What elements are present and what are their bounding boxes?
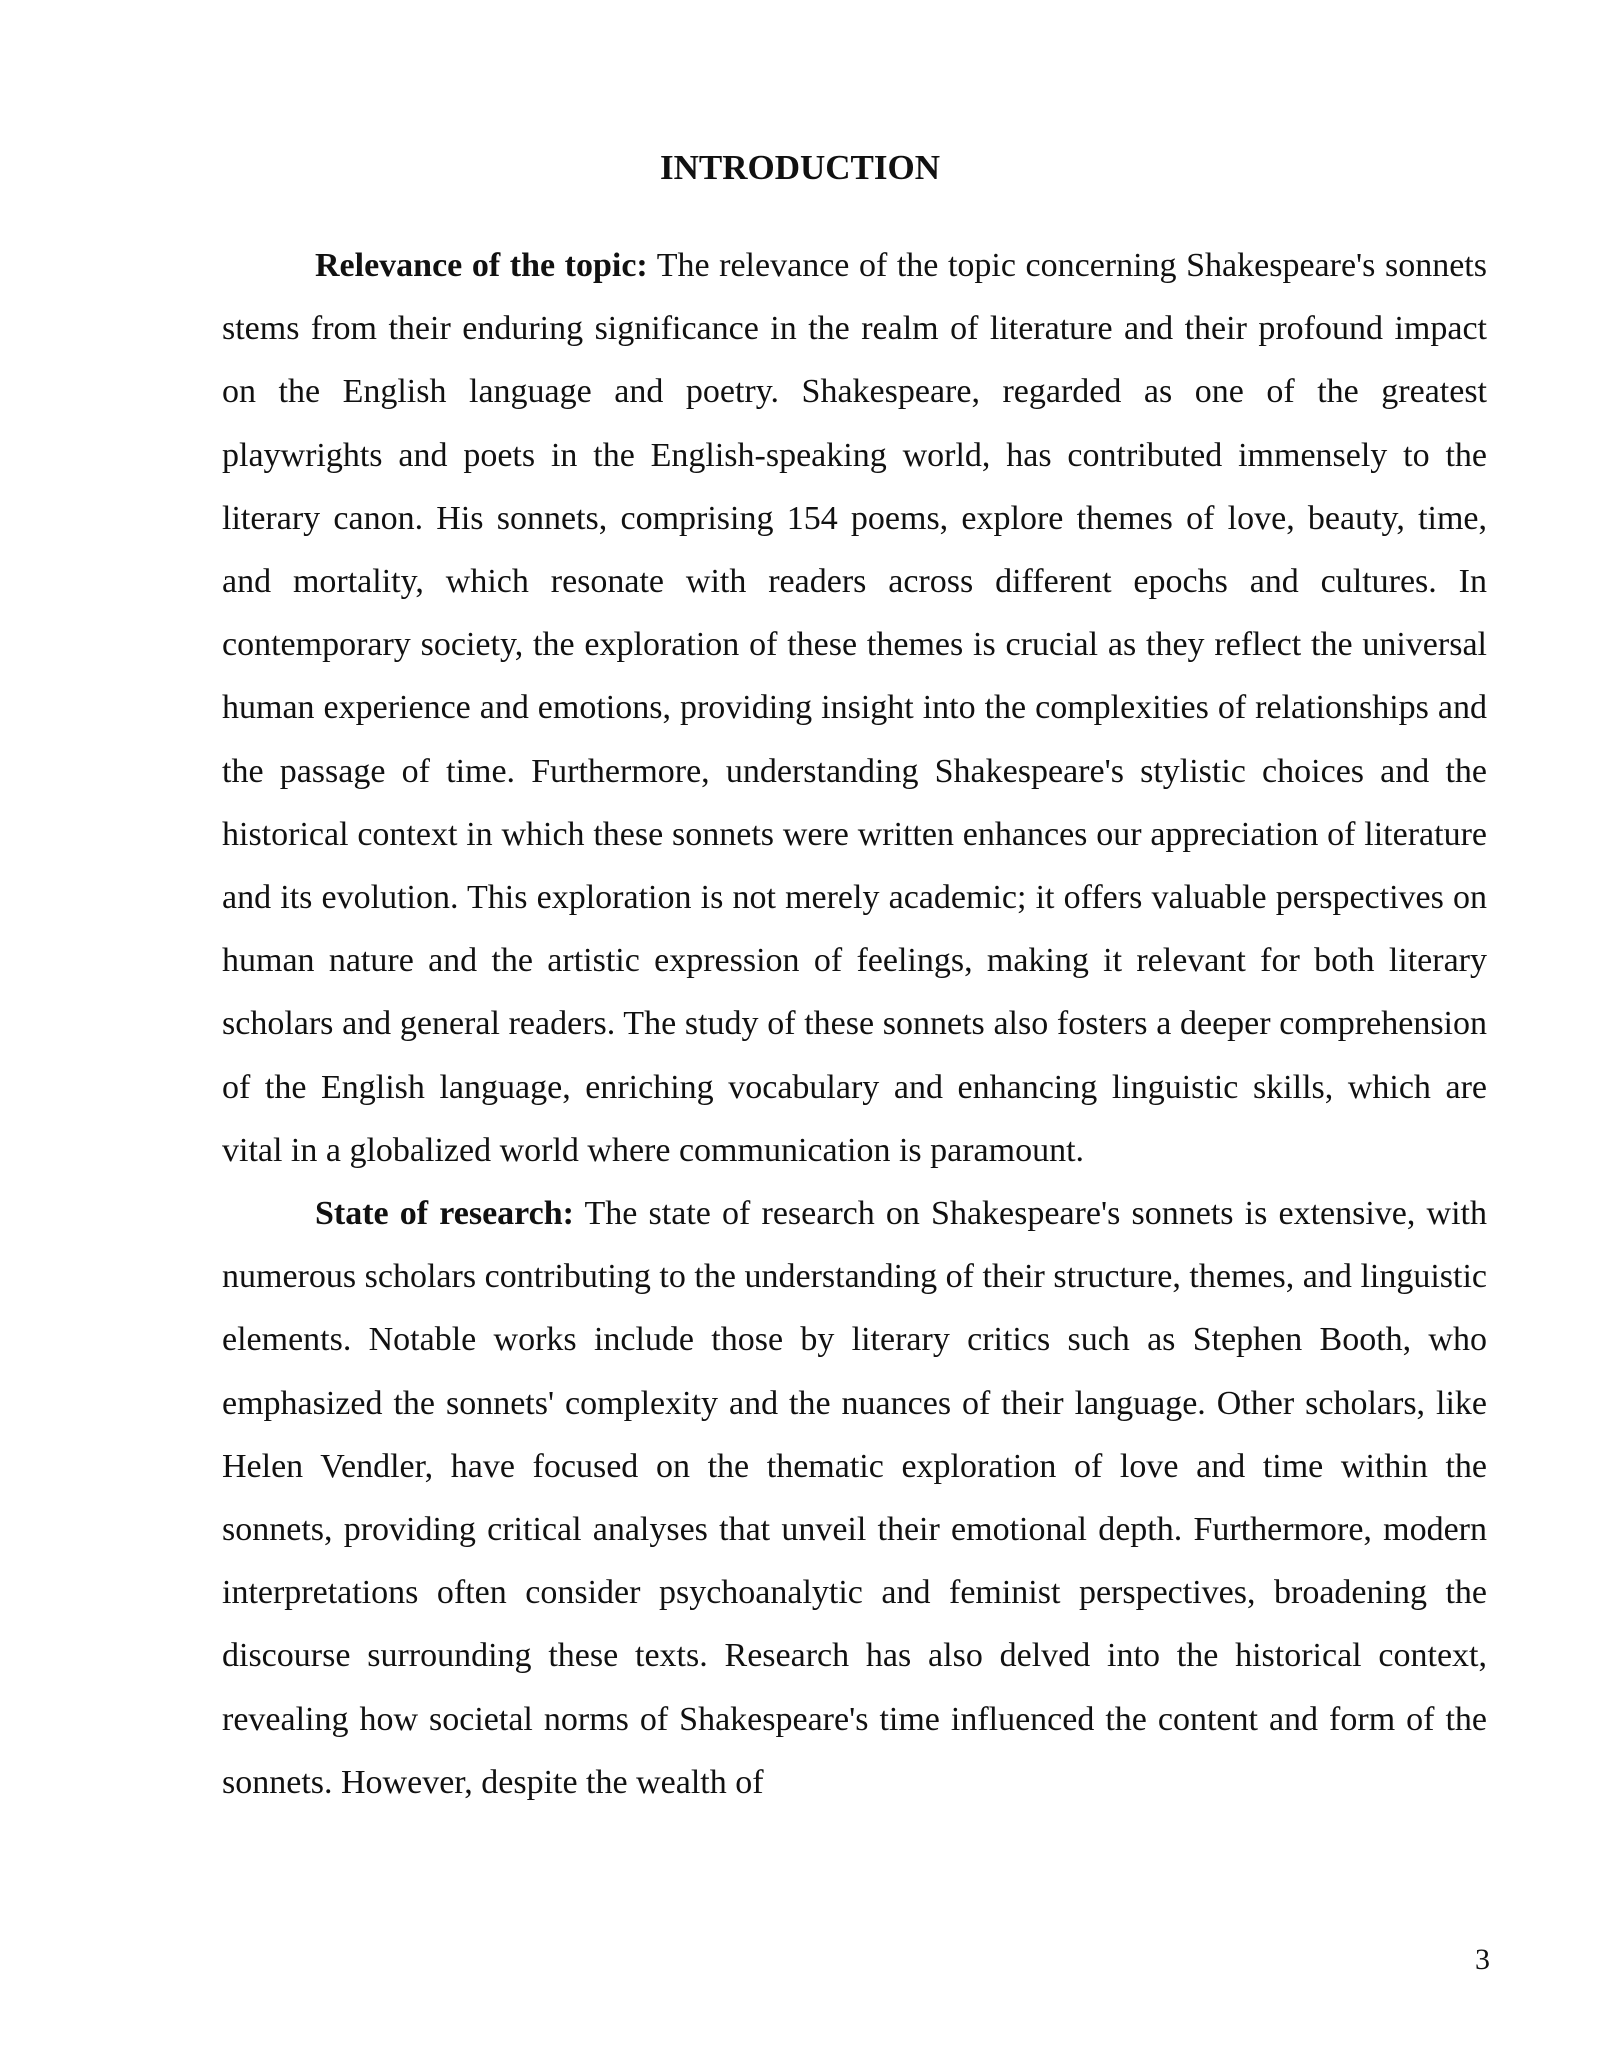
paragraph-text-relevance: The relevance of the topic concerning Shakespeare's sonnets stems from their enduring significance in the realm of literature and their profound impact on the English language and poetry. Shakespeare, regarded as one of the greatest playwrights and poets in the English-speaking world, has contributed immensely to the literary canon. His sonnets, comprising 154 poems, explore themes of love, beauty, time, and mortality, which resonate with readers across different epochs and cultures. In contemporary society, the exploration of these themes is crucial as they reflect the universal human experience and emotions, providing insight into the complexities of relationships and the passage of time. Furthermore, understanding Shakespeare's stylistic choices and the historical context in which these sonnets were written enhances our appreciation of literature and its evolution. This exploration is not merely academic; it offers valuable perspectives on human nature and the artistic expression of feelings, making it relevant for both literary scholars and general readers. The study of these sonnets also fosters a deeper comprehension of the English language, enriching vocabulary and enhancing linguistic skills, which are vital in a globalized world where communication is paramount.: [222, 247, 1487, 1169]
paragraph-lead-relevance: Relevance of the topic:: [315, 247, 648, 284]
page-title: INTRODUCTION: [659, 148, 941, 187]
body-text: [222, 234, 1487, 1814]
paragraph-relevance: [222, 234, 1487, 1182]
paragraph-text-state-of-research: The state of research on Shakespeare's sonnets is extensive, with numerous scholars contributing to the understanding of their structure, themes, and linguistic elements. Notable works include those by literary critics such as Stephen Booth, who emphasized the sonnets' complexity and the nuances of their language. Other scholars, like Helen Vendler, have focused on the thematic exploration of love and time within the sonnets, providing critical analyses that unveil their emotional depth. Furthermore, modern interpretations often consider psychoanalytic and feminist perspectives, broadening the discourse surrounding these texts. Research has also delved into the historical context, revealing how societal norms of Shakespeare's time influenced the content and form of the sonnets. However, despite the wealth of: [222, 1195, 1487, 1801]
paragraph-lead-state-of-research: State of research:: [315, 1195, 574, 1233]
paragraph-state-of-research: [222, 1182, 1487, 1814]
page-number: 3: [1475, 1943, 1490, 1976]
